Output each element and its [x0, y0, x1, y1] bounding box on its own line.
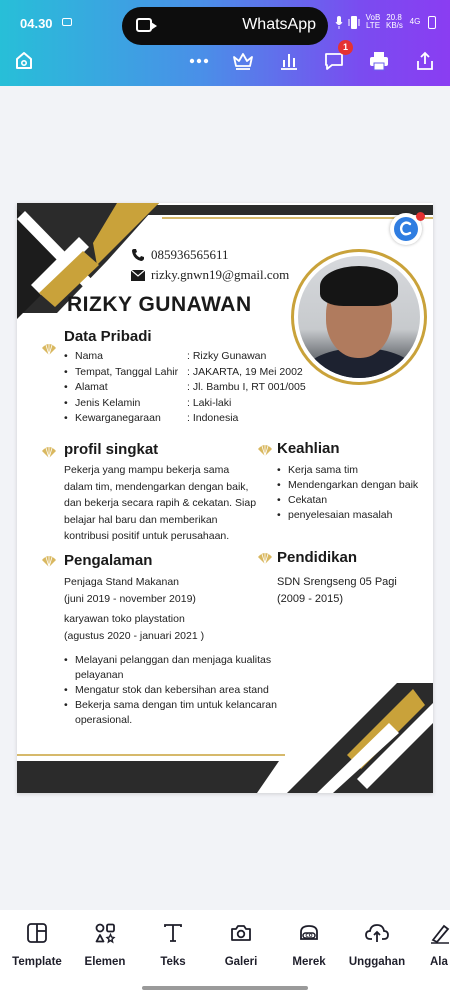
value-nama: : Rizky Gunawan: [187, 350, 267, 362]
profil-line: dalam tim, mendengarkan dengan baik,: [64, 480, 249, 493]
section-title-data-pribadi: Data Pribadi: [64, 328, 152, 345]
label-nama: • Nama: [64, 349, 194, 365]
tab-galeri[interactable]: [204, 922, 278, 970]
tab-label: Elemen: [84, 956, 126, 968]
email-text: rizky.gnwn19@gmail.com: [151, 267, 290, 282]
seashell-icon: [257, 443, 273, 457]
label-alamat: • Alamat: [64, 380, 194, 396]
list-item: • penyelesaian masalah: [277, 508, 427, 523]
value-kewarganegaraan: : Indonesia: [187, 412, 239, 424]
status-icons: [335, 14, 436, 30]
tab-template[interactable]: [0, 922, 74, 970]
editor-toolbar: [0, 46, 450, 76]
home-icon: [14, 51, 34, 71]
video-call-icon: [136, 18, 152, 32]
brand-icon: [298, 922, 320, 944]
photo-hair: [320, 266, 398, 306]
text-icon: [162, 922, 184, 944]
upload-cloud-icon: [365, 922, 389, 944]
mic-icon: [335, 16, 343, 29]
list-item-continued: pelayanan: [75, 669, 124, 681]
value-alamat: : Jl. Bambu I, RT 001/005: [187, 381, 306, 393]
home-indicator[interactable]: [142, 986, 308, 990]
editor-top-bar: [0, 0, 450, 86]
bar-chart-icon: [279, 51, 299, 71]
comments-count-badge: 1: [338, 40, 353, 55]
label-kewarganegaraan: • Kewarganegaraan: [64, 411, 194, 427]
tab-elemen[interactable]: [68, 922, 142, 970]
list-item: • Cekatan: [277, 493, 427, 508]
battery-icon: [428, 16, 436, 29]
job-1: [64, 574, 264, 607]
home-button[interactable]: [11, 48, 37, 74]
template-icon: [26, 922, 48, 944]
more-dots-icon: [189, 58, 209, 64]
profil-line: Pekerja yang mampu bekerja sama: [64, 464, 230, 476]
camera-icon: [230, 922, 252, 944]
profil-line: belajar hal baru dan memberikan: [64, 513, 218, 526]
network-speed: 20.8 KB/s: [386, 13, 403, 30]
job-period: (agustus 2020 - januari 2021 ): [64, 629, 205, 642]
job-2: [64, 611, 264, 644]
svg-text:CO: CO: [305, 934, 313, 940]
tab-label: Template: [12, 956, 62, 968]
school-name: SDN Srengseng 05 Pagi: [277, 576, 397, 588]
screen-record-icon: [62, 18, 72, 26]
tab-teks[interactable]: [136, 922, 210, 970]
profil-text: [64, 462, 274, 545]
share-button[interactable]: [412, 48, 438, 74]
tab-label: Unggahan: [348, 956, 406, 968]
value-jenis-kelamin: : Laki-laki: [187, 396, 232, 409]
data-pribadi-labels: [64, 349, 194, 427]
seashell-icon: [257, 551, 273, 565]
label-ttl: • Tempat, Tanggal Lahir: [64, 365, 194, 381]
tab-alat[interactable]: [408, 922, 450, 970]
cv-design-page[interactable]: [17, 203, 433, 793]
network-type-1: VoB LTE: [365, 13, 381, 30]
mail-icon: [131, 270, 145, 281]
premium-button[interactable]: [230, 48, 256, 74]
tab-label: Merek: [292, 956, 326, 968]
printer-icon: [368, 51, 390, 71]
network-type-2: 4G: [409, 17, 421, 26]
tab-label: Galeri: [224, 956, 258, 968]
tab-unggahan[interactable]: [340, 922, 414, 970]
profil-line: dan bekerja secara rapih & cekatan. Siap: [64, 497, 257, 509]
tab-label: Teks: [160, 956, 186, 968]
label-jenis-kelamin: • Jenis Kelamin: [64, 396, 194, 412]
school-period: (2009 - 2015): [277, 592, 344, 605]
tab-merek[interactable]: [272, 922, 346, 970]
share-icon: [415, 51, 435, 71]
more-button[interactable]: [186, 48, 212, 74]
crown-icon: [232, 51, 254, 71]
vibrate-icon: [348, 16, 360, 29]
print-button[interactable]: [366, 48, 392, 74]
seashell-icon: [41, 342, 57, 356]
phone-row: [131, 247, 229, 263]
data-pribadi-values: [187, 349, 317, 427]
email-row: [131, 267, 289, 283]
phone-text: 085936565611: [151, 247, 229, 262]
status-time: 04.30: [20, 16, 53, 31]
seashell-icon: [41, 554, 57, 568]
profil-line: kontribusi positif untuk perusahaan.: [64, 530, 230, 542]
tab-label: Ala: [430, 956, 448, 968]
notification-dot: [416, 212, 425, 221]
list-item: • Bekerja sama dengan tim untuk kelancaran: [64, 698, 294, 713]
call-app-label: WhatsApp: [242, 16, 316, 33]
value-ttl: : JAKARTA, 19 Mei 2002: [187, 365, 303, 378]
job-title: Penjaga Stand Makanan: [64, 576, 180, 588]
pendidikan-text: [277, 574, 427, 607]
list-item: • Kerja sama tim: [277, 463, 427, 478]
list-item: • Mendengarkan dengan baik: [277, 478, 427, 493]
job-title: karyawan toko playstation: [64, 613, 185, 625]
seashell-icon: [41, 445, 57, 459]
whatsapp-call-pill[interactable]: [122, 7, 328, 45]
elements-icon: [94, 922, 116, 944]
keahlian-list: [277, 463, 427, 523]
duties-list: [64, 653, 294, 728]
insights-button[interactable]: [276, 48, 302, 74]
section-title-pendidikan: Pendidikan: [277, 549, 358, 566]
section-title-keahlian: Keahlian: [277, 440, 340, 457]
section-title-pengalaman: Pengalaman: [64, 552, 153, 569]
job-period: (juni 2019 - november 2019): [64, 592, 196, 605]
section-title-profil: profil singkat: [64, 441, 159, 458]
tools-icon: [430, 922, 450, 944]
list-item: • Mengatur stok dan kebersihan area stand: [64, 683, 294, 698]
list-item: • Melayani pelanggan dan menjaga kualitas: [64, 653, 294, 668]
phone-icon: [131, 248, 145, 262]
list-item-continued: operasional.: [75, 714, 133, 726]
cv-name: RIZKY GUNAWAN: [67, 293, 252, 316]
